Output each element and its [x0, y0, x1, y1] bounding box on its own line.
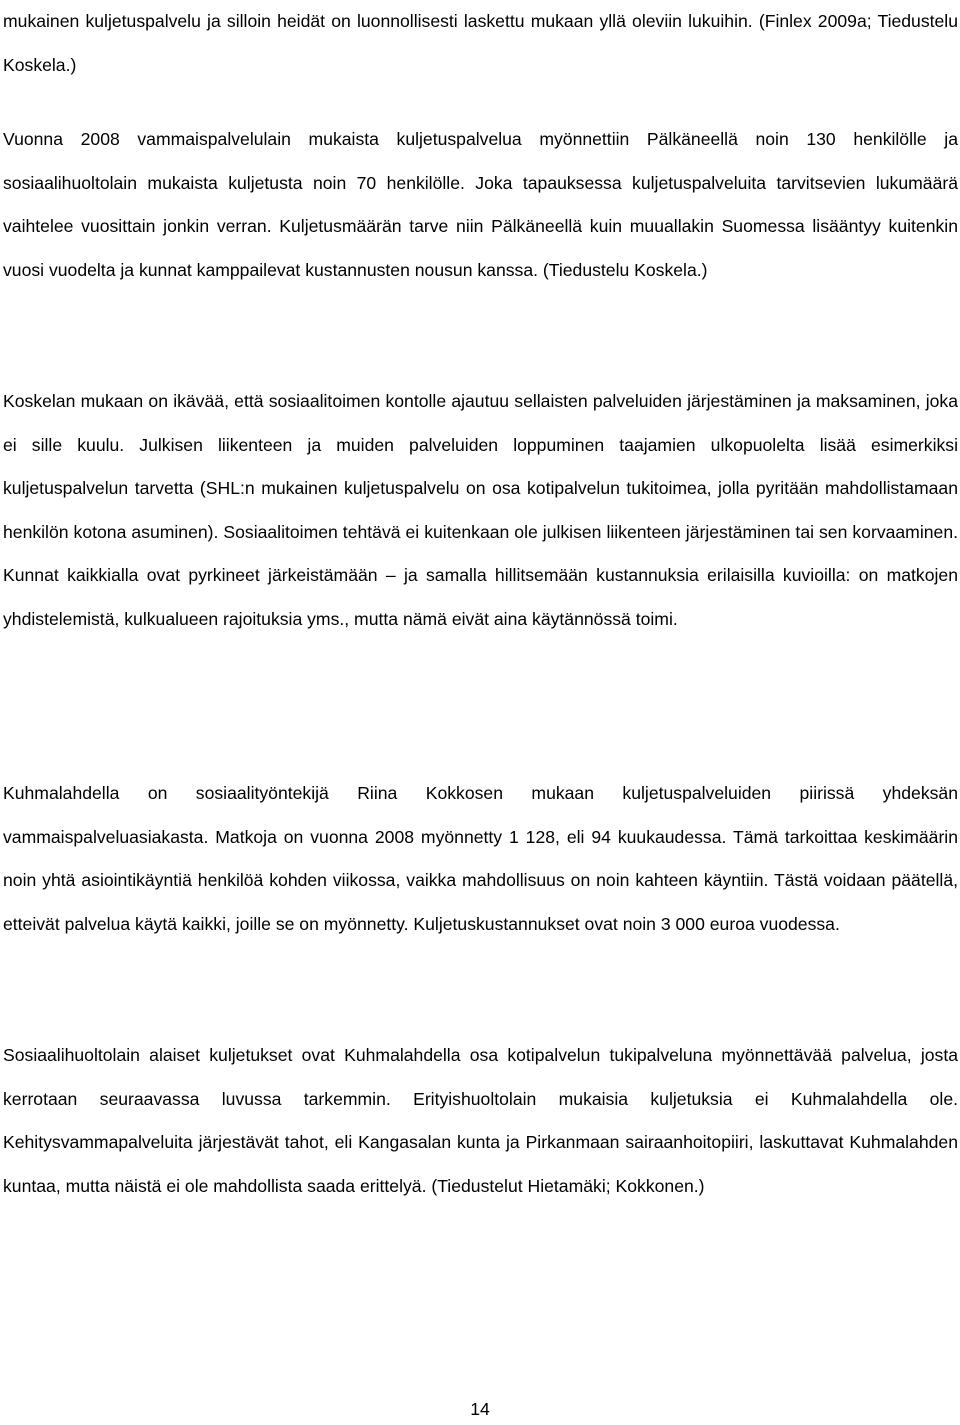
paragraph: mukainen kuljetuspalvelu ja silloin heidät on luonnollisesti laskettu mukaan yllä oleviin lukuihin. (Finlex 2009a; Tiedustelu Koskela.): [3, 11, 958, 75]
paragraph: Vuonna 2008 vammaispalvelulain mukaista kuljetuspalvelua myönnettiin Pälkäneellä noin 130 henkilölle ja sosiaalihuoltolain mukaista kuljetusta noin 70 henkilölle. Joka tapauksessa kuljetuspalveluita tarvitsevien lukumäärä vaihtelee vuosittain jonkin verran. Kuljetusmäärän tarve niin Pälkäneellä kuin muuallakin Suomessa lisääntyy kuitenkin vuosi vuodelta ja kunnat kamppailevat kustannusten nousun kanssa. (Tiedustelu Koskela.): [3, 129, 958, 280]
page-number: 14: [470, 1399, 490, 1419]
paragraph: Kuhmalahdella on sosiaalityöntekijä Riina Kokkosen mukaan kuljetuspalveluiden piirissä yhdeksän vammaispalveluasiakasta. Matkoja on vuonna 2008 myönnetty 1 128, eli 94 kuukaudessa. Tämä tarkoittaa keskimäärin noin yhtä asiointikäyntiä henkilöä kohden viikossa, vaikka mahdollisuus on noin kahteen käyntiin. Tästä voidaan päätellä, etteivät palvelua käytä kaikki, joille se on myönnetty. Kuljetuskustannukset ovat noin 3 000 euroa vuodessa.: [3, 783, 958, 934]
paragraph: Koskelan mukaan on ikävää, että sosiaalitoimen kontolle ajautuu sellaisten palveluiden järjestäminen ja maksaminen, joka ei sille kuulu. Julkisen liikenteen ja muiden palveluiden loppuminen taajamien ulkopuolelta lisää esimerkiksi kuljetuspalvelun tarvetta (SHL:n mukainen kuljetuspalvelu on osa kotipalvelun tukitoimea, jolla pyritään mahdollistamaan henkilön kotona asuminen). Sosiaalitoimen tehtävä ei kuitenkaan ole julkisen liikenteen järjestäminen tai sen korvaaminen. Kunnat kaikkialla ovat pyrkineet järkeistämään – ja samalla hillitsemään kustannuksia erilaisilla kuvioilla: on matkojen yhdistelemistä, kulkualueen rajoituksia yms., mutta nämä eivät aina käytännössä toimi.: [3, 391, 958, 629]
paragraph: Sosiaalihuoltolain alaiset kuljetukset ovat Kuhmalahdella osa kotipalvelun tukipalveluna myönnettävää palvelua, josta kerrotaan seuraavassa luvussa tarkemmin. Erityishuoltolain mukaisia kuljetuksia ei Kuhmalahdella ole. Kehitysvammapalveluita järjestävät tahot, eli Kangasalan kunta ja Pirkanmaan sairaanhoitopiiri, laskuttavat Kuhmalahden kuntaa, mutta näistä ei ole mahdollista saada erittelyä. (Tiedustelut Hietamäki; Kokkonen.): [3, 1045, 958, 1196]
